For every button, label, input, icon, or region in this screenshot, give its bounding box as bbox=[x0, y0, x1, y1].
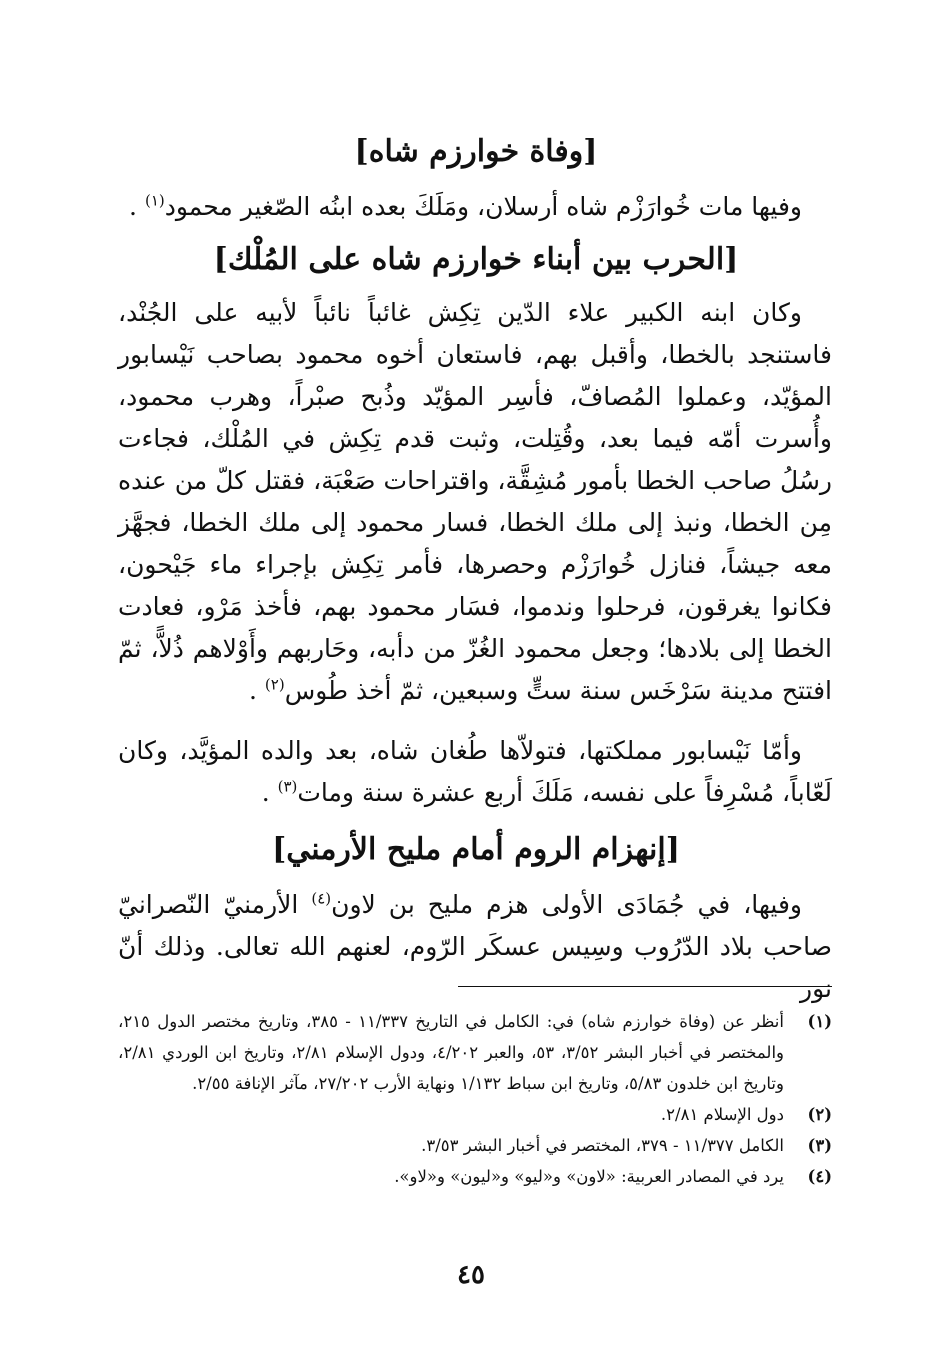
footnote-text: أنظر عن (وفاة خوارزم شاه) في: الكامل في التاريخ ١١/٣٣٧ - ٣٨٥، وتاريخ مختصر الدول ٢١٥، والمختصر في أخبار البشر ٣/٥٢، ٥٣، والعبر ٤/٢٠٢، ودول الإسلام ٢/٨١، وتاريخ ابن الوردي ٢/٨١، وتاريخ ابن خلدون ٥/٨٣، وتاريخ ابن سباط ١/١٣٢ ونهاية الأرب ٢٧/٢٠٢، مآثر الإنافة ٢/٥٥. bbox=[118, 1012, 785, 1093]
footnote-number: (١) bbox=[807, 1012, 832, 1031]
footnote-text: يرد في المصادر العربية: «لاون» و«ليو» و«ليون» و«لاو». bbox=[394, 1167, 784, 1186]
paragraph-tail: . bbox=[249, 676, 265, 705]
footnote-ref[interactable]: (٣) bbox=[277, 777, 298, 796]
footnote-separator bbox=[458, 986, 832, 987]
section-heading-roman-defeat: [إنهزام الروم أمام مليح الأرمني] bbox=[272, 832, 680, 867]
paragraph-nishapur bbox=[118, 730, 832, 814]
section-heading-khwarazm-death: [وفاة خوارزم شاه] bbox=[354, 134, 598, 169]
footnote-ref[interactable]: (٤) bbox=[311, 889, 332, 908]
paragraph-text: وكان ابنه الكبير علاء الدّين تِكِش غائباً نائباً لأبيه على الجُنْد، فاستنجد بالخطا، وأقبل بهم، فاستعان أخوه محمود بصاحب نَيْسابور المؤيّد، وعملوا المُصافّ، فأسِر المؤيّد وذُبح صبْراً، وهرب محمود، وأُسرت أمّه فيما بعد، وقُتِلت، وثبت قدم تِكِش في المُلْك، فجاءت رسُلُ صاحب الخطا بأمور مُشِقَّة، واقتراحات صَعْبَة، فقتل كلّ من عنده مِن الخطا، ونبذ إلى ملك الخطا، فسار محمود إلى ملك الخطا، فجهَّز معه جيشاً، فنازل خُوارَزْم وحصرها، فأمر تِكِش بإجراء ماء جَيْحون، فكانوا يغرقون، فرحلوا وندموا، فسَار محمود بهم، فأخذ مَرْو، فعادت الخطا إلى بلادها؛ وجعل محمود الغُزّ من دأبه، وحَاربهم وأَوْلاهم ذُلاًّ، ثمّ افتتح مدينة سَرْخَس سنة ستٍّ وسبعين، ثمّ أخذ طُوس bbox=[118, 298, 832, 705]
footnote-ref[interactable]: (٢) bbox=[264, 675, 285, 694]
footnote-2 bbox=[118, 1099, 832, 1130]
footnote-3 bbox=[118, 1130, 832, 1161]
footnote-number: (٢) bbox=[807, 1105, 832, 1124]
section-heading-war-of-sons: [الحرب بين أبناء خوارزم شاه على المُلْك] bbox=[213, 242, 739, 277]
paragraph-tail: الأرمنيّ النّصرانيّ صاحب بلاد الدّرُوب وسِيس عسكَر الرّوم، لعنهم الله تعالى. وذلك أنّ نور bbox=[118, 890, 832, 1003]
footnote-number: (٤) bbox=[807, 1167, 832, 1186]
paragraph-text: وفيها مات خُوارَزْم شاه أرسلان، ومَلَكَ بعده ابنُه الصّغير محمود bbox=[164, 192, 802, 221]
paragraph-roman-defeat bbox=[118, 884, 832, 1010]
paragraph-tail: . bbox=[261, 778, 278, 807]
paragraph-khwarazm-death bbox=[118, 186, 832, 228]
footnote-number: (٣) bbox=[807, 1136, 832, 1155]
paragraph-text: وفيها، في جُمَادَى الأولى هزم مليح بن لاون bbox=[331, 890, 803, 919]
footnotes bbox=[118, 1006, 832, 1192]
footnote-text: الكامل ١١/٣٧٧ - ٣٧٩، المختصر في أخبار البشر ٣/٥٣. bbox=[421, 1136, 784, 1155]
footnote-1 bbox=[118, 1006, 832, 1099]
paragraph-war-of-sons bbox=[118, 292, 832, 712]
page-number: ٤٥ bbox=[457, 1260, 485, 1290]
paragraph-tail: . bbox=[129, 192, 145, 221]
footnote-ref[interactable]: (١) bbox=[144, 191, 165, 210]
footnote-4 bbox=[118, 1161, 832, 1192]
paragraph-text: وأمّا نَيْسابور مملكتها، فتولاّها طُغان شاه، بعد والده المؤيَّد، وكان لَعّاباً، مُسْرِفاً على نفسه، مَلَكَ أربع عشرة سنة ومات bbox=[118, 736, 832, 807]
footnote-text: دول الإسلام ٢/٨١. bbox=[660, 1105, 784, 1124]
